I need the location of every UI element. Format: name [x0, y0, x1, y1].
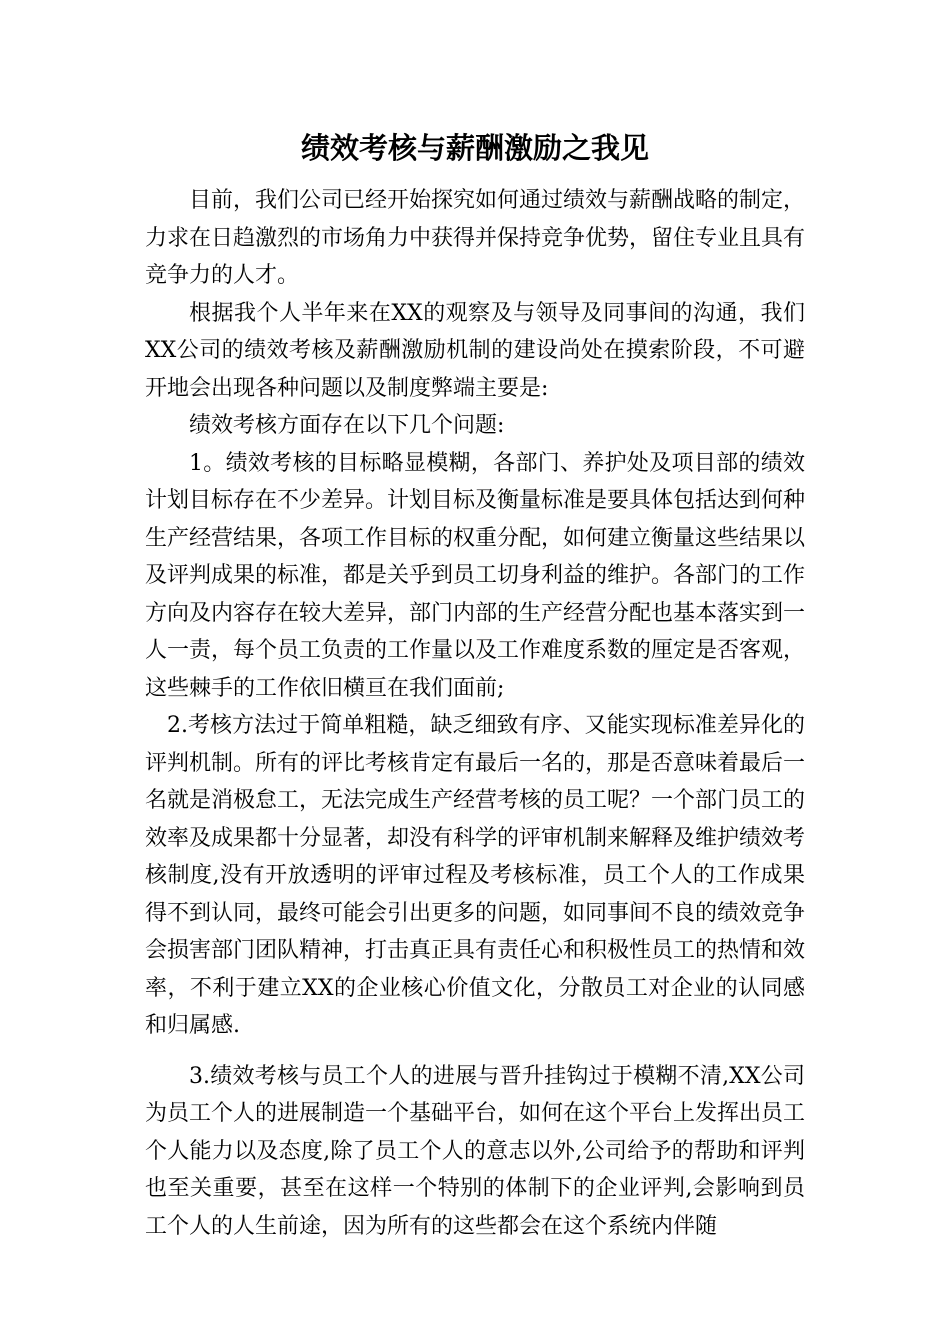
- paragraph-intro: 目前，我们公司已经开始探究如何通过绩效与薪酬战略的制定，力求在日趋激烈的市场角力中获得并保持竞争优势，留住专业且具有竞争力的人才。: [145, 188, 806, 288]
- paragraph-observation: 根据我个人半年来在XX的观察及与领导及同事间的沟通，我们XX公司的绩效考核及薪酬激励机制的建设尚处在摸索阶段，不可避开地会出现各种问题以及制度弊端主要是:: [145, 300, 805, 401]
- document-title: 绩效考核与薪酬激励之我见: [300, 131, 649, 165]
- paragraph-problem-1: 1。绩效考核的目标略显模糊，各部门、养护处及项目部的绩效计划目标存在不少差异。计划目标及衡量标准是要具体包括达到何种生产经营结果，各项工作目标的权重分配，如何建立衡量这些结果以及评判成果的标准，都是关乎到员工切身利益的维护。各部门的工作方向及内容存在较大差异，部门内部的生产经营分配也基本落实到一人一责，每个员工负责的工作量以及工作难度系数的厘定是否客观，这些棘手的工作依旧横亘在我们面前;: [145, 450, 806, 701]
- paragraph-problem-2: 2.考核方法过于简单粗糙，缺乏细致有序、又能实现标准差异化的评判机制。所有的评比考核肯定有最后一名的，那是否意味着最后一名就是消极怠工，无法完成生产经营考核的员工呢？一个部门员工的效率及成果都十分显著，却没有科学的评审机制来解释及维护绩效考核制度,没有开放透明的评审过程及考核标准，员工个人的工作成果得不到认同，最终可能会引出更多的问题，如同事间不良的绩效竞争会损害部门团队精神，打击真正具有责任心和积极性员工的热情和效率，不利于建立XX的企业核心价值文化，分散员工对企业的认同感和归属感.: [145, 713, 806, 1038]
- document-body: [145, 182, 805, 1245]
- paragraph-problem-3: 3.绩效考核与员工个人的进展与晋升挂钩过于模糊不清,XX公司为员工个人的进展制造一个基础平台，如何在这个平台上发挥出员工个人能力以及态度,除了员工个人的意志以外,公司给予的帮助和评判也至关重要，甚至在这样一个特别的体制下的企业评判,会影响到员工个人的人生前途，因为所有的这些都会在这个系统内伴随: [145, 1063, 806, 1239]
- paragraph-problems-heading: 绩效考核方面存在以下几个问题:: [189, 413, 505, 438]
